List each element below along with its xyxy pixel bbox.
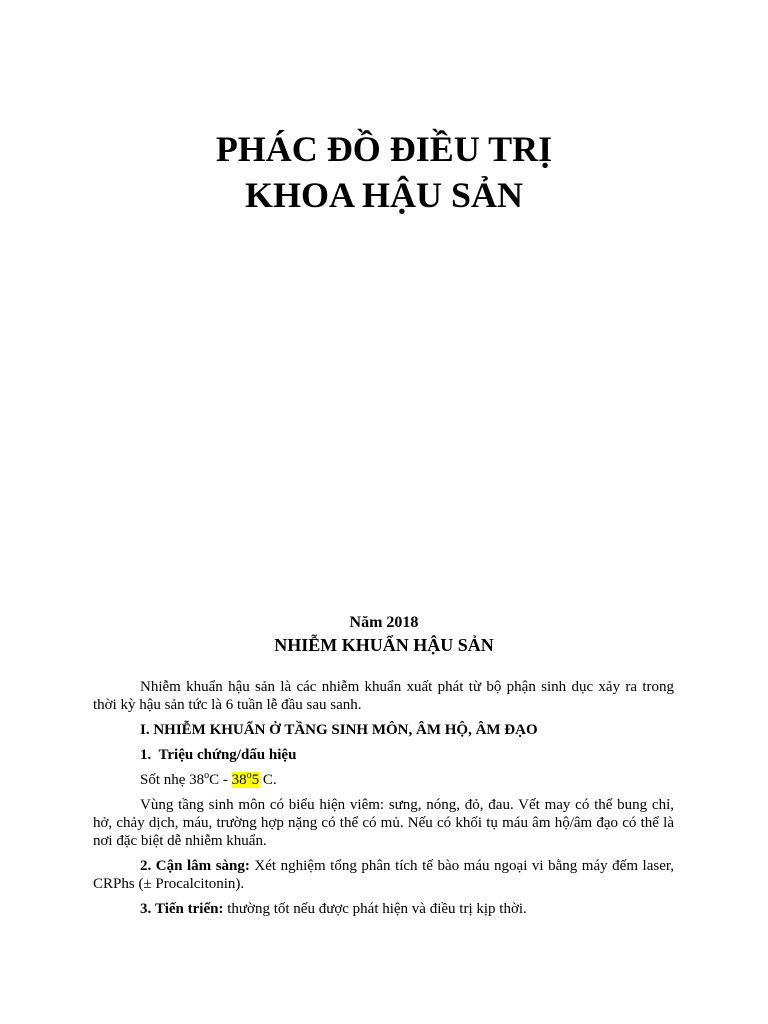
item-2-label: Cận lâm sàng: [155,858,250,874]
document-body [93,678,674,925]
intro-paragraph: Nhiễm khuẩn hậu sản là các nhiễm khuẩn xuất phát từ bộ phận sinh dục xảy ra trong thời kỳ hậu sản tức là 6 tuần lễ đầu sau sanh. [93,679,674,713]
item-2-text: Xét nghiệm tổng phân tích tế bào máu ngoại vi bằng máy đếm laser, CRPhs (± Procalcitonin). [93,858,674,892]
title-line-2: KHOA HẬU SẢN [244,175,524,215]
item-2-paragraph [93,857,674,893]
item-1-label: Triệu chứng/dấu hiệu [158,747,297,763]
document-title [0,126,768,218]
fever-degree-1: o [204,770,210,781]
part-1-heading: I. NHIỄM KHUẨN Ở TẦNG SINH MÔN, ÂM HỘ, ÂM ĐẠO [140,722,538,738]
fever-highlight-main: 38 [231,772,247,788]
fever-degree-2: o [246,770,252,781]
section-title: NHIỄM KHUẨN HẬU SẢN [274,635,494,655]
item-2-number: 2. [140,858,152,874]
local-signs-paragraph: Vùng tầng sinh môn có biểu hiện viêm: sưng, nóng, đỏ, đau. Vết may có thể bung chỉ, hở, chảy dịch, máu, trường hợp nặng có thể có mủ. Nếu có khối tụ máu âm hộ/âm đạo có thể là nơi đặc biệt dễ nhiễm khuẩn. [93,797,674,849]
fever-prefix: Sốt nhẹ 38 [140,772,205,788]
item-3-number: 3. [140,901,152,917]
fever-mid: C - [209,772,232,788]
fever-highlight-tail: 5 [251,772,260,788]
title-line-1: PHÁC ĐỒ ĐIỀU TRỊ [215,129,553,169]
item-3-paragraph [93,900,674,918]
item-3-label: Tiến triển: [155,901,224,917]
item-3-text: thường tốt nếu được phát hiện và điều trị kịp thời. [223,901,527,917]
fever-suffix: C. [259,772,277,788]
item-1-heading [93,746,674,764]
fever-highlight [232,772,260,788]
fever-line [93,771,674,789]
item-1-number: 1. [140,747,152,763]
document-year: Năm 2018 [349,614,419,631]
